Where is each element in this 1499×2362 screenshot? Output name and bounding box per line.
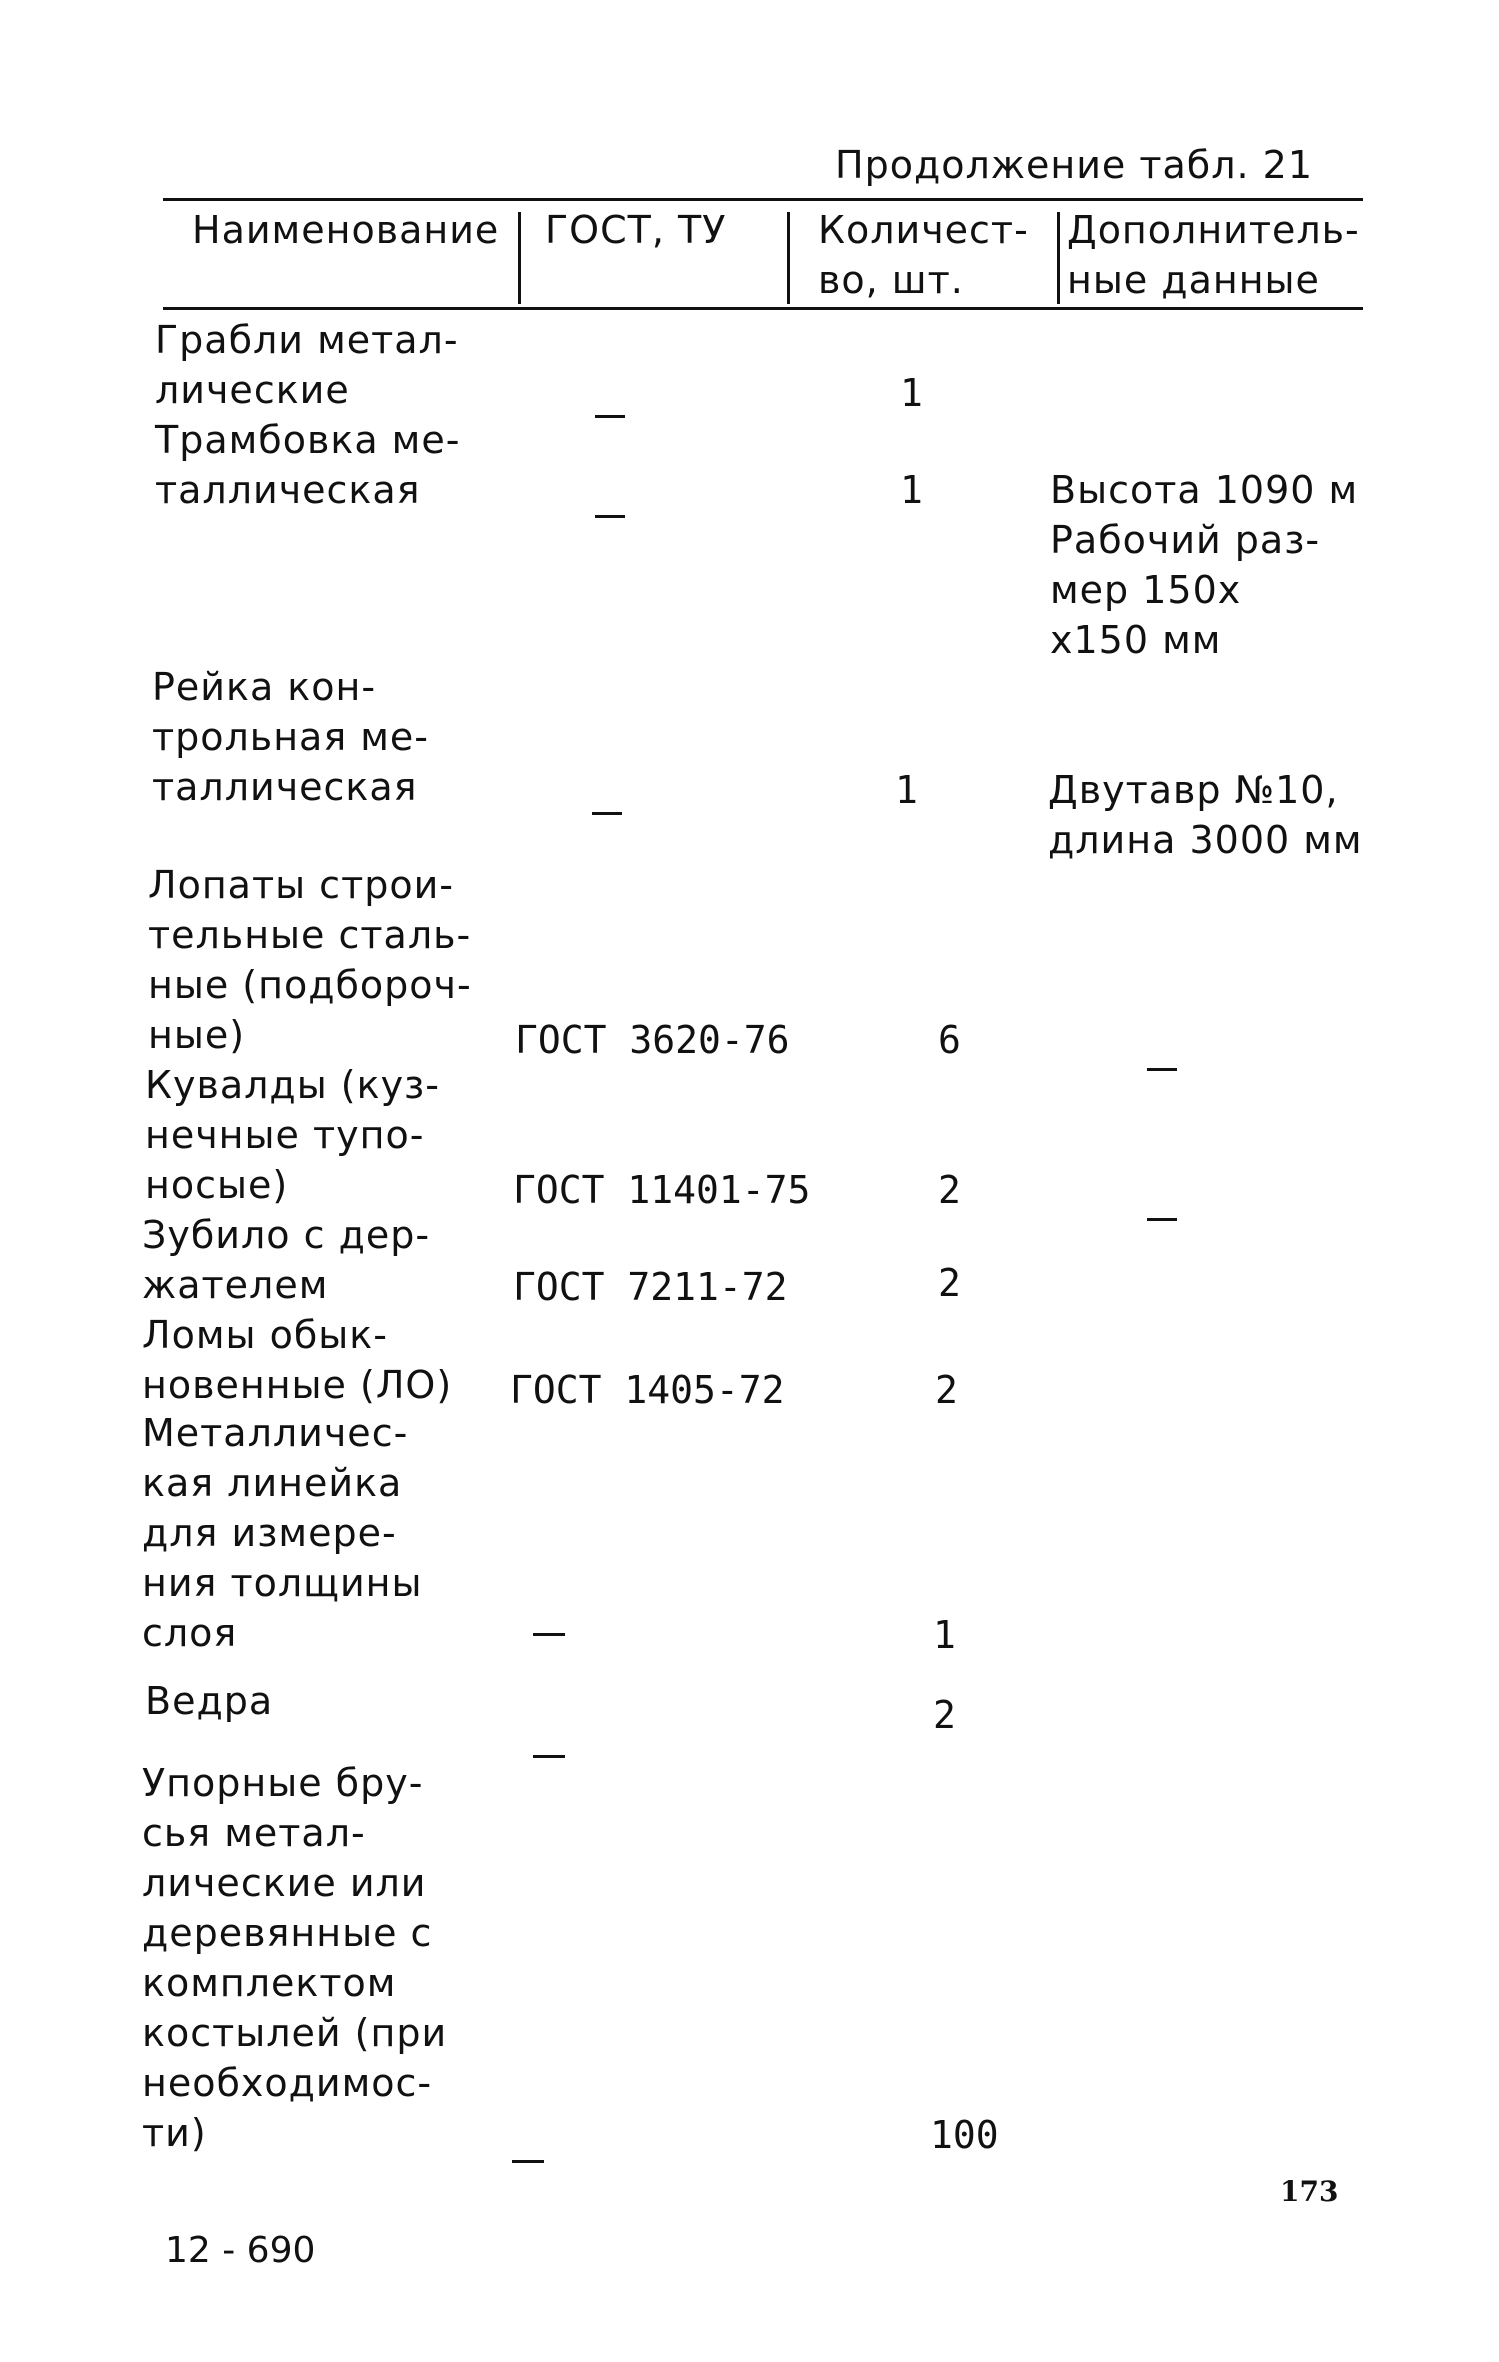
header-qty-line1: Количест- — [818, 208, 1029, 252]
row-4-name-line4: ные) — [148, 1013, 246, 1057]
row-10-name-line8: ти) — [142, 2111, 207, 2155]
footer-code: 12 - 690 — [165, 2230, 316, 2271]
header-divider-3 — [1057, 212, 1060, 304]
row-4-name-line2: тельные сталь- — [148, 913, 472, 957]
row-2-extra-line3: мер 150х — [1050, 568, 1242, 612]
row-2-qty: 1 — [900, 468, 923, 512]
row-1-name-line2: лические — [155, 368, 350, 412]
row-10-name-line3: лические или — [142, 1861, 427, 1905]
row-10-name-line1: Упорные бру- — [142, 1761, 424, 1805]
row-5-name-line2: нечные тупо- — [145, 1113, 425, 1157]
row-6-qty: 2 — [938, 1261, 961, 1305]
row-9-name-line1: Ведра — [145, 1679, 274, 1723]
header-extra-line1: Дополнитель- — [1067, 208, 1360, 252]
row-2-name-line1: Трамбовка ме- — [155, 418, 461, 462]
row-8-gost-dash — [533, 1633, 565, 1636]
row-2-extra-line1: Высота 1090 м — [1050, 468, 1359, 512]
row-5-qty: 2 — [938, 1168, 961, 1212]
header-gost: ГОСТ, ТУ — [545, 208, 727, 252]
row-10-qty: 100 — [930, 2113, 999, 2157]
table-top-rule — [163, 198, 1363, 201]
row-3-name-line2: трольная ме- — [152, 715, 430, 759]
row-6-gost: ГОСТ 7211-72 — [513, 1265, 788, 1309]
row-5-extra-dash — [1147, 1218, 1177, 1221]
row-2-extra-line4: х150 мм — [1050, 618, 1222, 662]
row-8-name-line5: слоя — [142, 1611, 238, 1655]
row-5-name-line3: носые) — [145, 1163, 289, 1207]
row-4-gost: ГОСТ 3620-76 — [515, 1018, 790, 1062]
row-1-qty: 1 — [900, 371, 923, 415]
row-7-name-line2: новенные (ЛО) — [142, 1363, 453, 1407]
row-4-extra-dash — [1147, 1068, 1177, 1071]
row-8-qty: 1 — [933, 1613, 956, 1657]
row-3-extra-line2: длина 3000 мм — [1048, 818, 1363, 862]
row-1-name-line1: Грабли метал- — [155, 318, 459, 362]
row-3-extra-line1: Двутавр №10, — [1048, 768, 1339, 812]
row-5-gost: ГОСТ 11401-75 — [513, 1168, 811, 1212]
table-header-rule — [163, 307, 1363, 310]
header-qty-line2: во, шт. — [818, 258, 964, 302]
row-2-extra-line2: Рабочий раз- — [1050, 518, 1321, 562]
row-10-name-line6: костылей (при — [142, 2011, 448, 2055]
row-6-name-line2: жателем — [142, 1263, 329, 1307]
header-extra-line2: ные данные — [1067, 258, 1320, 302]
continuation-caption: Продолжение табл. 21 — [835, 143, 1314, 187]
row-9-gost-dash — [533, 1755, 565, 1758]
row-10-name-line7: необходимос- — [142, 2061, 433, 2105]
row-3-name-line1: Рейка кон- — [152, 665, 377, 709]
row-3-gost-dash — [592, 812, 622, 815]
row-6-name-line1: Зубило с дер- — [142, 1213, 431, 1257]
row-10-name-line4: деревянные с — [142, 1911, 433, 1955]
row-7-gost: ГОСТ 1405-72 — [510, 1368, 785, 1412]
row-3-qty: 1 — [895, 768, 918, 812]
row-3-name-line3: таллическая — [152, 765, 418, 809]
header-name: Наименование — [192, 208, 500, 252]
row-1-gost-dash — [595, 415, 625, 418]
row-2-gost-dash — [595, 515, 625, 518]
row-10-gost-dash — [512, 2160, 544, 2163]
row-10-name-line2: сья метал- — [142, 1811, 366, 1855]
row-10-name-line5: комплектом — [142, 1961, 397, 2005]
row-4-name-line1: Лопаты строи- — [148, 863, 454, 907]
page-number: 173 — [1280, 2175, 1339, 2208]
row-8-name-line3: для измере- — [142, 1511, 397, 1555]
row-8-name-line4: ния толщины — [142, 1561, 423, 1605]
row-9-qty: 2 — [933, 1693, 956, 1737]
row-4-name-line3: ные (подбороч- — [148, 963, 472, 1007]
row-4-qty: 6 — [938, 1018, 961, 1062]
row-5-name-line1: Кувалды (куз- — [145, 1063, 440, 1107]
row-8-name-line1: Металличес- — [142, 1411, 409, 1455]
row-7-qty: 2 — [935, 1368, 958, 1412]
row-2-name-line2: таллическая — [155, 468, 421, 512]
row-8-name-line2: кая линейка — [142, 1461, 403, 1505]
row-7-name-line1: Ломы обык- — [142, 1313, 388, 1357]
header-divider-2 — [787, 212, 790, 304]
header-divider-1 — [518, 212, 521, 304]
